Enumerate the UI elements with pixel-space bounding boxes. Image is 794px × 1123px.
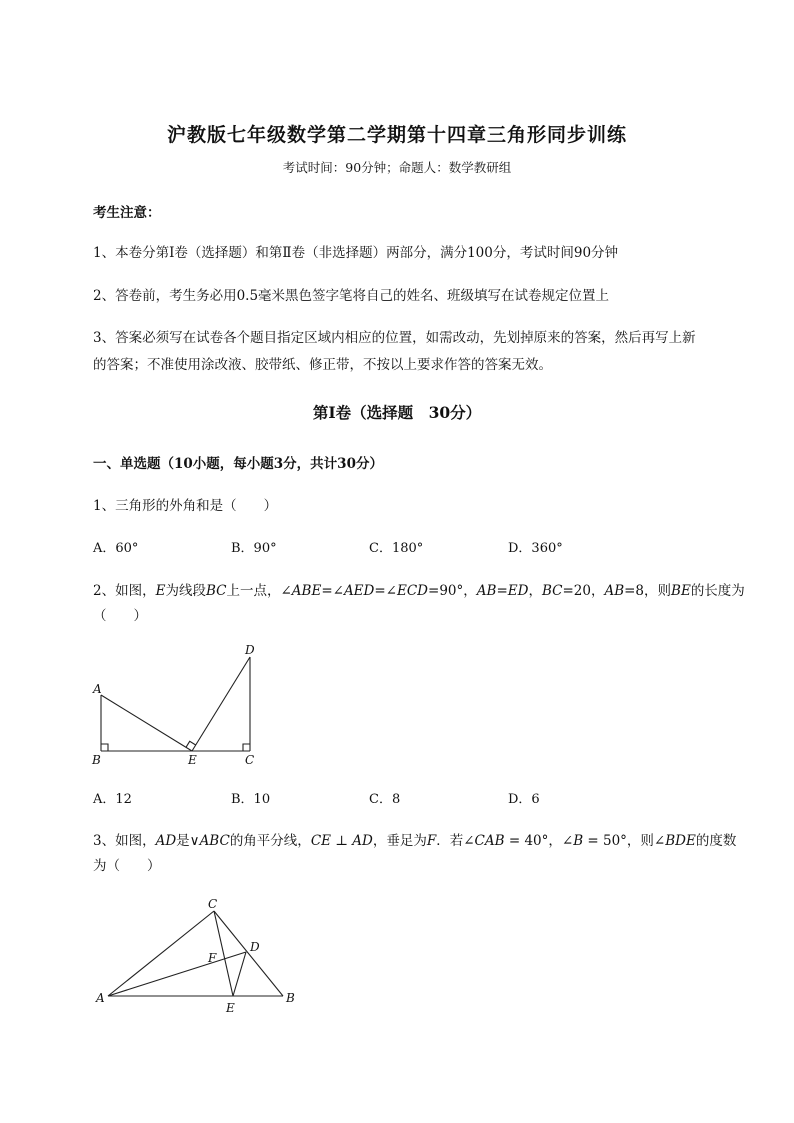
label-e: E	[226, 1001, 235, 1015]
segment-ed	[233, 952, 246, 996]
label-b: B	[286, 991, 295, 1005]
note-item: 3、答案必须写在试卷各个题目指定区域内相应的位置，如需改动，先划掉原来的答案，然后再写上新	[93, 330, 696, 346]
note-item: 的答案；不准使用涂改液、胶带纸、修正带，不按以上要求作答的答案无效。	[93, 357, 552, 373]
question-1-option-c[interactable]: C．180°	[369, 541, 424, 556]
question-3-stem: 3、如图，AD是∨ABC的角平分线，CE ⊥ AD，垂足为F．若∠CAB = 40°，∠B = 50°，则∠BDE的度数	[93, 833, 737, 849]
label-c: C	[208, 897, 218, 911]
question-2-stem-line2: （ ）	[93, 608, 147, 624]
right-angle-mark-c	[243, 744, 250, 751]
part1-title: 第I卷（选择题 30分）	[312, 403, 482, 422]
segment-ae	[101, 695, 192, 751]
label-d: D	[250, 940, 260, 954]
question-2-option-b[interactable]: B．10	[231, 792, 271, 807]
question-2-option-d[interactable]: D．6	[508, 792, 540, 807]
question-1-option-d[interactable]: D．360°	[508, 541, 563, 556]
question-3-stem-line2: 为（ ）	[93, 858, 161, 874]
notes-heading: 考生注意：	[93, 205, 161, 221]
page-title: 沪教版七年级数学第二学期第十四章三角形同步训练	[166, 124, 627, 146]
question-1-option-b[interactable]: B．90°	[231, 541, 277, 556]
question-3-figure	[88, 890, 308, 1020]
segment-ac	[108, 911, 214, 996]
segment-ad	[108, 952, 246, 996]
label-a: A	[96, 991, 105, 1005]
segment-ce	[214, 911, 233, 996]
note-item: 1、本卷分第I卷（选择题）和第Ⅱ卷（非选择题）两部分，满分100分，考试时间90分钟	[93, 245, 619, 261]
question-2-option-c[interactable]: C．8	[369, 792, 401, 807]
label-d: D	[245, 643, 255, 657]
question-2-stem: 2、如图，E为线段BC上一点，∠ABE=∠AED=∠ECD=90°，AB=ED，BC=20，AB=8，则BE的长度为	[93, 583, 745, 599]
note-item: 2、答卷前，考生务必用0.5毫米黑色签字笔将自己的姓名、班级填写在试卷规定位置上	[93, 288, 610, 304]
label-f: F	[208, 951, 217, 965]
question-2-figure	[88, 640, 268, 770]
section-heading: 一、单选题（10小题，每小题3分，共计30分）	[93, 456, 383, 472]
page-subtitle: 考试时间：90分钟；命题人：数学教研组	[282, 160, 512, 175]
label-c: C	[245, 753, 255, 767]
label-a: A	[93, 682, 102, 696]
segment-ed	[192, 657, 250, 751]
segment-cb	[214, 911, 283, 996]
question-1-option-a[interactable]: A．60°	[93, 541, 139, 556]
question-1-stem: 1、三角形的外角和是（ ）	[93, 498, 278, 514]
label-e: E	[188, 753, 197, 767]
question-2-option-a[interactable]: A．12	[93, 792, 132, 807]
label-b: B	[92, 753, 101, 767]
right-angle-mark-b	[101, 744, 108, 751]
